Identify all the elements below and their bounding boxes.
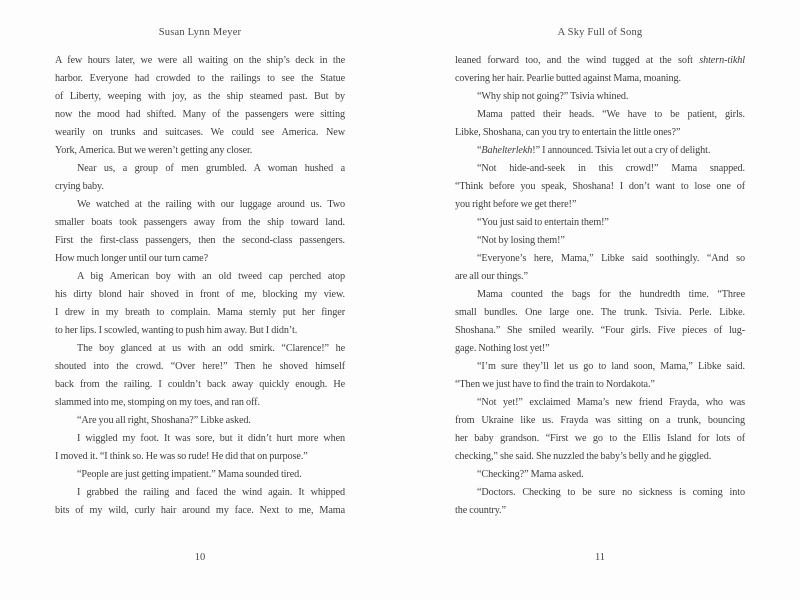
text-line: smaller boats took passengers away from the ship toward land. <box>55 217 345 228</box>
text-line: bits of my wild, curly hair around my face. Next to me, Mama <box>55 505 345 516</box>
text-line: slammed into me, stomping on my toes, and ran off. <box>55 397 260 408</box>
text-line: “Why ship not going?” Tsivia whined. <box>477 91 629 102</box>
text-line: covering her hair. Pearlie butted against Mama, moaning. <box>455 73 681 84</box>
text-line: of Liberty, weeping with joy, as the ship steamed past. But by <box>55 91 345 102</box>
text-line: I grabbed the railing and faced the wind again. It whipped <box>77 487 345 498</box>
text-line: The boy glanced at us with an odd smirk. “Clarence!” he <box>77 343 345 354</box>
text-line: “Are you all right, Shoshana?” Libke asked. <box>77 415 251 426</box>
text-line: Libke, Shoshana, can you try to entertain the little ones?” <box>455 127 681 138</box>
text-line: Mama counted the bags for the hundredth time. “Three <box>477 289 745 300</box>
text-line: her baby grandson. “First we go to the Ellis Island for lots of <box>455 433 745 444</box>
text-line: “Bahelterlekh!” I announced. Tsivia let out a cry of delight. <box>477 145 711 156</box>
text-line: “Then we just have to find the train to Nordakota.” <box>455 379 655 390</box>
text-line: “Checking?” Mama asked. <box>477 469 584 480</box>
text-line: I wiggled my foot. It was sore, but it didn’t hurt more when <box>77 433 345 444</box>
text-line: Mama patted their heads. “We have to be patient, girls. <box>477 109 745 120</box>
text-line: now the mood had shifted. Many of the passengers were sitting <box>55 109 345 120</box>
text-line: How much longer until our turn came? <box>55 253 209 264</box>
text-line: to her lips. I scowled, wanting to push him away. But I didn’t. <box>55 325 298 336</box>
text-line: the country.” <box>455 505 506 516</box>
text-line: A few hours later, we were all waiting on the ship’s deck in the <box>55 55 345 66</box>
text-line: are all our things.” <box>455 271 528 282</box>
text-line: “People are just getting impatient.” Mama sounded tired. <box>77 469 302 480</box>
text-line: I moved it. “I think so. He was so rude! He did that on purpose.” <box>55 451 308 462</box>
text-line: you right before we get there!” <box>455 199 577 210</box>
text-line: “Not by losing them!” <box>477 235 565 246</box>
text-line: Near us, a group of men grumbled. A woman hushed a <box>77 163 345 174</box>
text-line: crying baby. <box>55 181 104 192</box>
text-line: “You just said to entertain them!” <box>477 217 609 228</box>
text-line: “Not yet!” exclaimed Mama’s new friend Frayda, who was <box>477 397 745 408</box>
running-header-title: A Sky Full of Song <box>557 27 643 38</box>
text-line: “I’m sure they’ll let us go to land soon, Mama,” Libke said. <box>477 361 745 372</box>
text-line: gage. Nothing lost yet!” <box>455 343 550 354</box>
text-line: We watched at the railing with our luggage around us. Two <box>77 199 345 210</box>
text-line: “Think before you speak, Shoshana! I don’t want to lose one of <box>455 181 745 192</box>
text-line: shouted into the crowd. “Over here!” Then he shoved himself <box>55 361 345 372</box>
text-line: “Everyone’s here, Mama,” Libke said soothingly. “And so <box>477 253 745 264</box>
italic-text: shtern-tikhl <box>699 55 745 66</box>
text-line: Shoshana.” She smiled wearily. “Four girls. Five pieces of lug- <box>455 325 745 336</box>
text-line: A big American boy with an old tweed cap perched atop <box>77 271 345 282</box>
text-line: his dirty blond hair shoved in front of me, blocking my view. <box>55 289 345 300</box>
italic-text: Bahelterlekh <box>481 145 533 156</box>
page-right <box>400 0 800 600</box>
text-line: wearily on trunks and suitcases. We could see America. New <box>55 127 345 138</box>
text-line: back from the railing. I couldn’t back away quickly enough. He <box>55 379 345 390</box>
page-number-right: 11 <box>594 552 606 563</box>
text-line: First the first-class passengers, then the second-class passengers. <box>55 235 345 246</box>
text-line: York, America. But we weren’t getting any closer. <box>55 145 253 156</box>
text-line: “Doctors. Checking to be sure no sickness is coming into <box>477 487 745 498</box>
text-line: I drew in my breath to complain. Mama sternly put her finger <box>55 307 345 318</box>
running-header-author: Susan Lynn Meyer <box>158 27 242 38</box>
text-line: checking,” she said. She nuzzled the baby’s belly and he giggled. <box>455 451 712 462</box>
text-line: leaned forward too, and the wind tugged at the soft shtern-tikhl <box>455 55 745 66</box>
page-number-left: 10 <box>194 552 206 563</box>
text-line: harbor. Everyone had crowded to the railings to see the Statue <box>55 73 345 84</box>
text-line: from Ukraine like us. Frayda was sitting on a trunk, bouncing <box>455 415 745 426</box>
page-right-body <box>455 52 745 520</box>
page-left-body <box>55 52 345 520</box>
text-line: small bundles. One large one. The trunk. Tsivia. Perle. Libke. <box>455 307 745 318</box>
text-line: “Not hide-and-seek in this crowd!” Mama snapped. <box>477 163 745 174</box>
